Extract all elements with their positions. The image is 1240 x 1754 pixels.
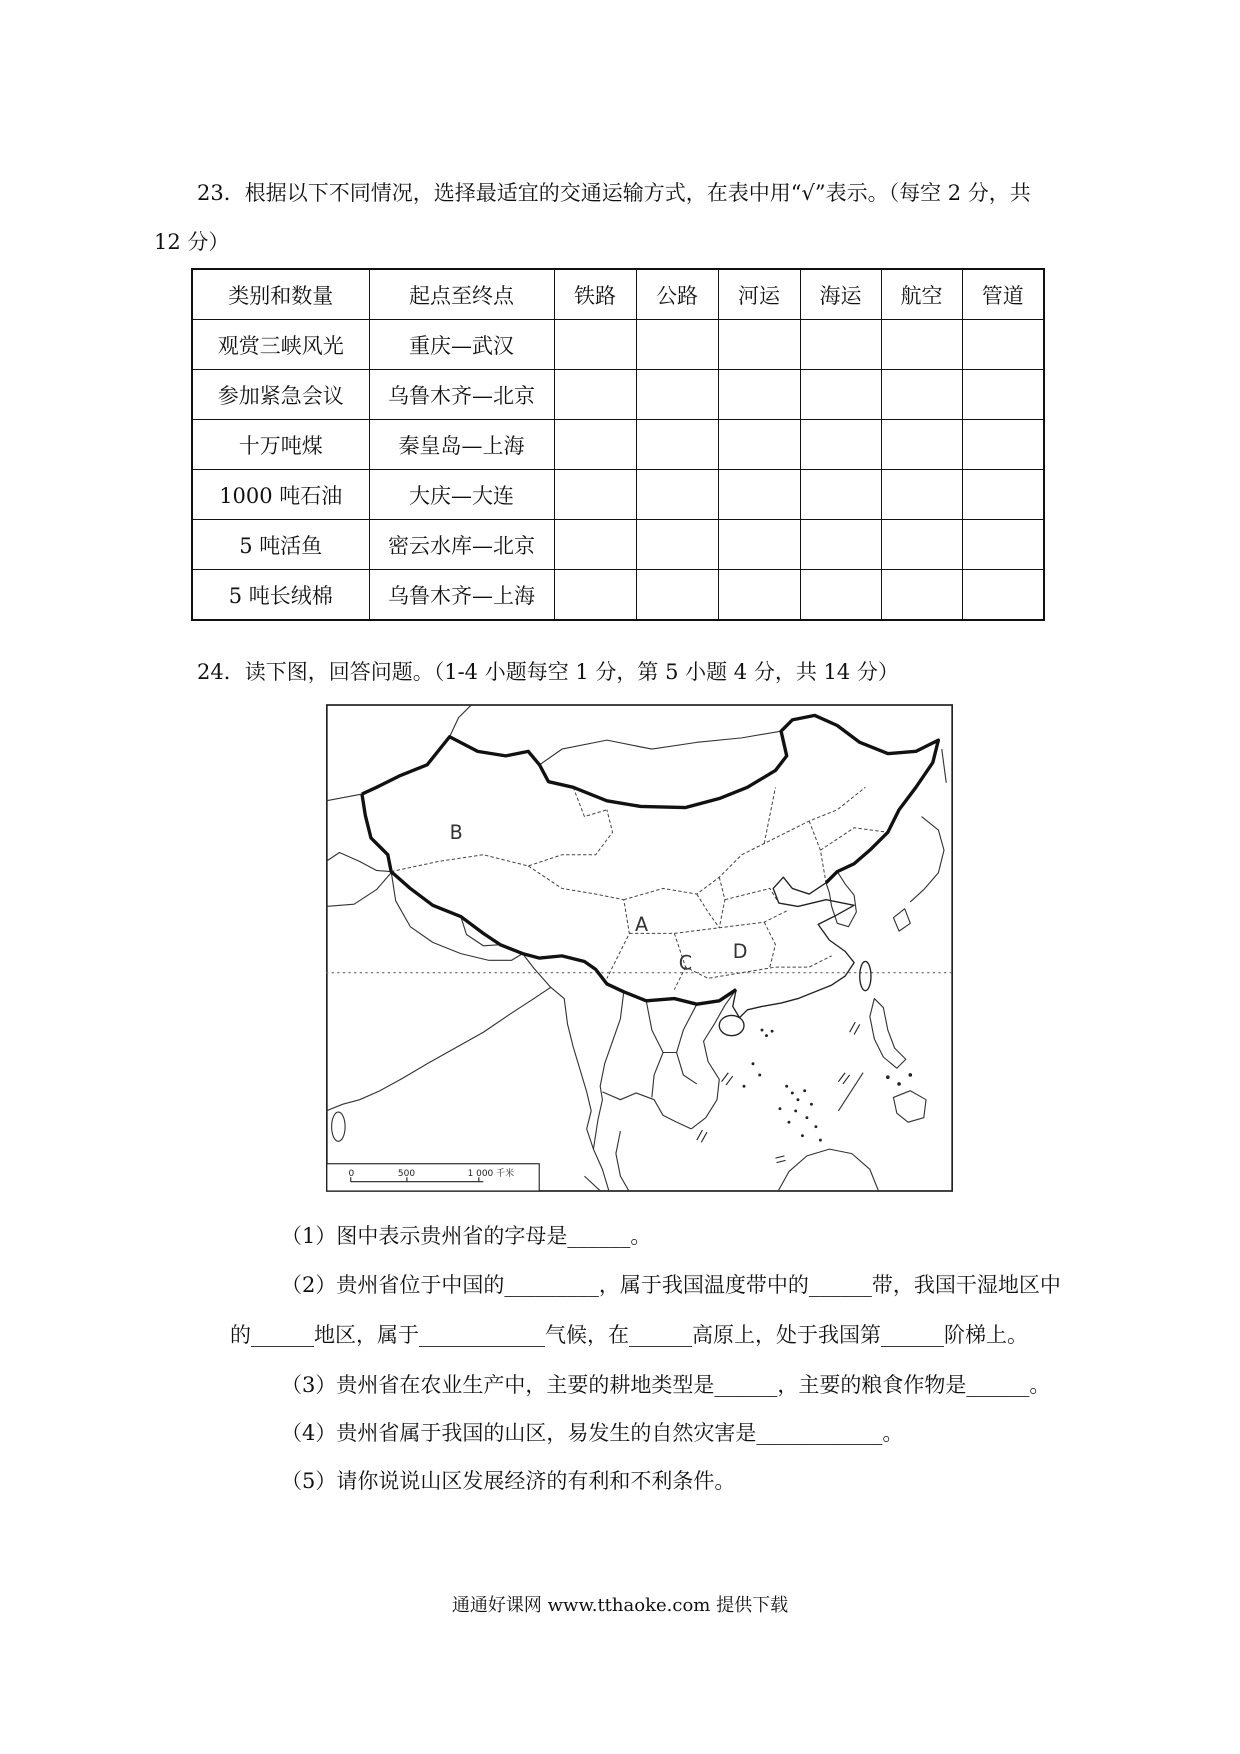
category-cell: 参加紧急会议 xyxy=(192,370,369,420)
answer-cell-highway xyxy=(636,370,718,420)
table-row xyxy=(192,570,1044,621)
q23-prompt-line2: 12 分） xyxy=(154,230,230,254)
answer-cell-highway xyxy=(636,320,718,370)
island-dot xyxy=(778,1107,781,1110)
answer-cell-pipeline xyxy=(962,570,1044,621)
answer-cell-air xyxy=(881,570,962,621)
answer-cell-river xyxy=(718,520,800,570)
category-cell: 十万吨煤 xyxy=(192,420,369,470)
scale-label-zero: 0 xyxy=(348,1169,355,1180)
q24-sub3: （3）贵州省在农业生产中，主要的耕地类型是______，主要的粮食作物是______。 xyxy=(281,1373,1051,1397)
q24-prompt: 24．读下图，回答问题。（1-4 小题每空 1 分，第 5 小题 4 分，共 14 分） xyxy=(197,660,899,684)
q24-sub1: （1）图中表示贵州省的字母是______。 xyxy=(281,1224,652,1248)
answer-cell-railway xyxy=(554,370,636,420)
island-dot xyxy=(761,1029,764,1032)
island-dot xyxy=(803,1089,806,1092)
table-row xyxy=(192,320,1044,370)
route-cell: 乌鲁木齐—北京 xyxy=(369,370,554,420)
island-dot xyxy=(743,1085,746,1088)
island-dot xyxy=(819,1139,822,1142)
answer-cell-pipeline xyxy=(962,420,1044,470)
answer-cell-river xyxy=(718,420,800,470)
answer-cell-highway xyxy=(636,420,718,470)
table-row xyxy=(192,520,1044,570)
table-row xyxy=(192,470,1044,520)
china-map-figure xyxy=(326,704,953,1192)
route-cell: 重庆—武汉 xyxy=(369,320,554,370)
answer-cell-railway xyxy=(554,420,636,470)
answer-cell-sea xyxy=(800,470,881,520)
answer-cell-highway xyxy=(636,570,718,621)
header-railway: 铁路 xyxy=(554,269,636,320)
header-sea: 海运 xyxy=(800,269,881,320)
map-label-a: A xyxy=(635,913,649,937)
island-dot xyxy=(771,1030,774,1033)
island-dot xyxy=(805,1116,808,1119)
answer-cell-railway xyxy=(554,320,636,370)
island-dot xyxy=(796,1098,799,1101)
island-dot xyxy=(794,1109,797,1112)
q24-sub2-line2: 的______地区，属于____________气候，在______高原上，处于我国第______阶梯上。 xyxy=(230,1323,1028,1347)
answer-cell-sea xyxy=(800,320,881,370)
q24-sub5: （5）请你说说山区发展经济的有利和不利条件。 xyxy=(281,1469,736,1493)
category-cell: 1000 吨石油 xyxy=(192,470,369,520)
island-dot xyxy=(758,1074,761,1077)
answer-cell-sea xyxy=(800,370,881,420)
header-category: 类别和数量 xyxy=(192,269,369,320)
answer-cell-railway xyxy=(554,570,636,621)
island-dot xyxy=(765,1034,768,1037)
answer-cell-pipeline xyxy=(962,320,1044,370)
answer-cell-air xyxy=(881,520,962,570)
category-cell: 5 吨活鱼 xyxy=(192,520,369,570)
table-row xyxy=(192,370,1044,420)
header-river: 河运 xyxy=(718,269,800,320)
map-label-d: D xyxy=(732,940,748,964)
island-dot xyxy=(801,1134,804,1137)
q24-sub4: （4）贵州省属于我国的山区，易发生的自然灾害是____________。 xyxy=(281,1421,904,1445)
island-dot xyxy=(785,1085,788,1088)
answer-cell-pipeline xyxy=(962,520,1044,570)
answer-cell-river xyxy=(718,370,800,420)
route-cell: 秦皇岛—上海 xyxy=(369,420,554,470)
route-cell: 大庆—大连 xyxy=(369,470,554,520)
answer-cell-river xyxy=(718,470,800,520)
category-cell: 5 吨长绒棉 xyxy=(192,570,369,621)
header-pipeline: 管道 xyxy=(962,269,1044,320)
route-cell: 密云水库—北京 xyxy=(369,520,554,570)
scale-label-500: 500 xyxy=(397,1169,416,1180)
scale-label-1000-km: 1 000 千米 xyxy=(467,1169,515,1180)
island-dot xyxy=(787,1121,790,1124)
header-route: 起点至终点 xyxy=(369,269,554,320)
island-dot xyxy=(810,1103,813,1106)
scale-bar xyxy=(327,1164,539,1191)
answer-cell-sea xyxy=(800,420,881,470)
page-footer: 通通好课网 www.tthaoke.com 提供下载 xyxy=(451,1595,789,1616)
answer-cell-railway xyxy=(554,470,636,520)
answer-cell-river xyxy=(718,570,800,621)
answer-cell-railway xyxy=(554,520,636,570)
q24-sub2-line1: （2）贵州省位于中国的_________，属于我国温度带中的______带，我国干湿地区中 xyxy=(281,1273,1061,1297)
island-dot xyxy=(791,1091,794,1094)
island-dot xyxy=(897,1082,901,1086)
answer-cell-river xyxy=(718,320,800,370)
answer-cell-highway xyxy=(636,470,718,520)
island-dot xyxy=(886,1075,890,1079)
answer-cell-sea xyxy=(800,570,881,621)
island-dot xyxy=(752,1062,755,1065)
answer-cell-air xyxy=(881,420,962,470)
category-cell: 观赏三峡风光 xyxy=(192,320,369,370)
map-label-c: C xyxy=(678,951,693,975)
island-dot xyxy=(909,1073,913,1077)
header-air: 航空 xyxy=(881,269,962,320)
transport-table xyxy=(191,268,1045,621)
header-highway: 公路 xyxy=(636,269,718,320)
answer-cell-air xyxy=(881,370,962,420)
answer-cell-air xyxy=(881,470,962,520)
q23-prompt-line1: 23．根据以下不同情况，选择最适宜的交通运输方式，在表中用“√”表示。（每空 2 分，共 xyxy=(197,181,1031,205)
answer-cell-pipeline xyxy=(962,470,1044,520)
answer-cell-highway xyxy=(636,520,718,570)
map-label-b: B xyxy=(449,821,463,845)
answer-cell-pipeline xyxy=(962,370,1044,420)
island-dot xyxy=(814,1125,817,1128)
answer-cell-air xyxy=(881,320,962,370)
map-frame xyxy=(327,705,952,1191)
route-cell: 乌鲁木齐—上海 xyxy=(369,570,554,621)
table-header-row xyxy=(192,269,1044,320)
answer-cell-sea xyxy=(800,520,881,570)
table-row xyxy=(192,420,1044,470)
